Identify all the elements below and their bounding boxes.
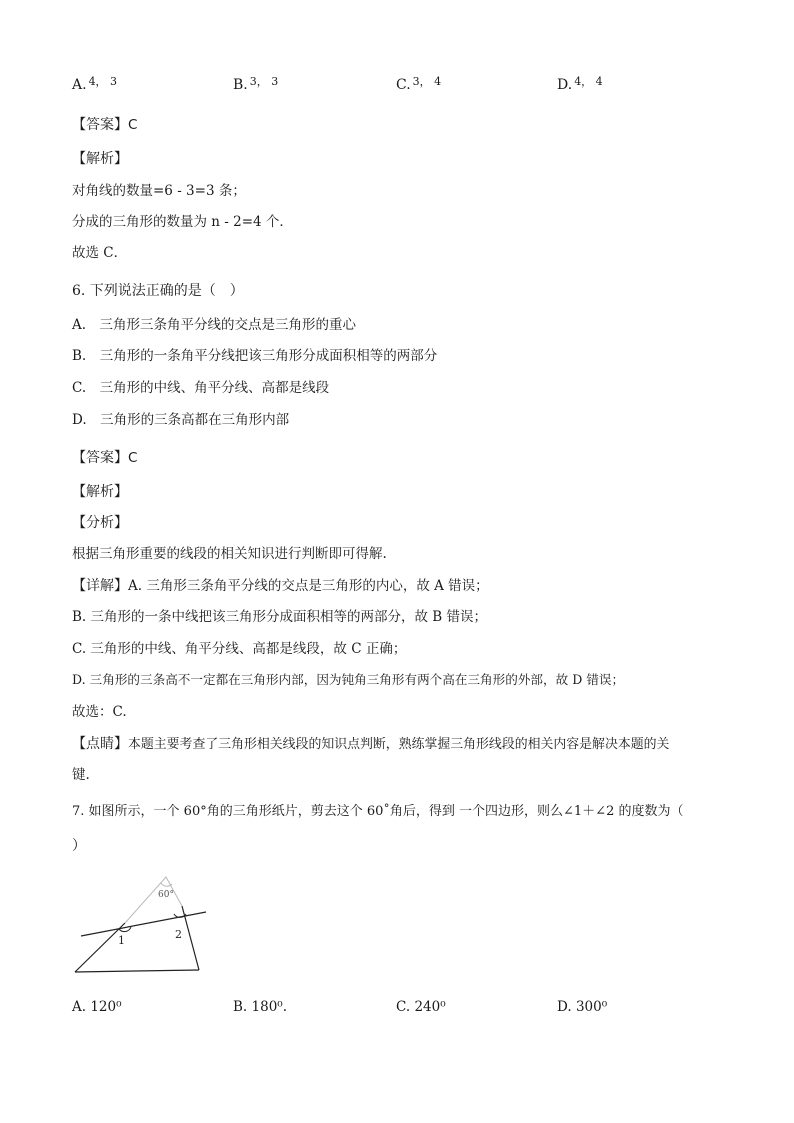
option-letter: C.: [396, 77, 411, 93]
fenxi-label: 【分析】: [72, 515, 128, 531]
q5-analysis-line-2: 分成的三角形的数量为 n - 2=4 个．: [72, 214, 293, 230]
q5-answer: [72, 116, 137, 134]
q6-detail-line-4: D. 三角形的三条高不一定都在三角形内部，因为钝角三角形有两个高在三角形的外部，故 D 错误；: [72, 672, 625, 687]
bottom-side: [75, 970, 199, 972]
option-value: 4， 4: [574, 75, 603, 88]
detail-label: 【详解】: [72, 578, 128, 594]
q7-stem-line-2: ）: [72, 838, 86, 854]
answer-value: C: [128, 117, 138, 133]
q6-detail-line-2: B. 三角形的一条中线把该三角形分成面积相等的两部分，故 B 错误；: [72, 609, 488, 625]
detail-text: A. 三角形三条角平分线的交点是三角形的内心，故 A 错误；: [128, 578, 489, 594]
q7-option-a: [72, 998, 122, 1016]
option-value: 180⁰.: [251, 999, 287, 1015]
q5-option-b: [233, 73, 278, 94]
q5-analysis-label: [72, 150, 128, 168]
q6-fenxi-label: [72, 514, 128, 532]
q6-option-a: A. 三角形三条角平分线的交点是三角形的重心: [72, 317, 357, 333]
angle-2-label: 2: [175, 928, 182, 941]
left-side: [75, 923, 125, 972]
answer-value: C: [128, 450, 138, 466]
option-letter: C.: [396, 999, 411, 1015]
analysis-label: 【解析】: [72, 484, 128, 500]
option-letter: B.: [233, 999, 248, 1015]
option-letter: B.: [233, 77, 248, 93]
q6-detail-line-3: C. 三角形的中线、角平分线、高都是线段，故 C 正确；: [72, 641, 407, 657]
answer-label: 【答案】: [72, 117, 128, 133]
q6-option-d: D. 三角形的三条高都在三角形内部: [72, 412, 290, 428]
comment-text: 本题主要考查了三角形相关线段的知识点判断，熟练掌握三角形线段的相关内容是解决本题的关: [128, 737, 670, 752]
q6-stem: 6. 下列说法正确的是（ ）: [72, 283, 244, 299]
triangle-figure: [68, 862, 218, 980]
q5-analysis-line-3: 故选 C．: [72, 245, 128, 261]
q5-option-c: [396, 73, 441, 94]
q6-comment-line-2: 键.: [72, 767, 90, 783]
comment-label: 【点睛】: [72, 736, 128, 752]
q7-option-b: [233, 998, 287, 1016]
q6-option-c: C. 三角形的中线、角平分线、高都是线段: [72, 380, 330, 396]
q5-option-d: [557, 73, 603, 94]
option-letter: D.: [557, 77, 573, 93]
q5-analysis-line-1: 对角线的数量=6 - 3=3 条；: [72, 183, 246, 199]
q6-detail-line-5: 故选：C.: [72, 704, 127, 720]
q7-option-d: [557, 998, 607, 1016]
q6-comment-line-1: [72, 735, 669, 754]
option-letter: D.: [557, 999, 572, 1015]
option-value: 120⁰: [90, 999, 122, 1015]
q6-analysis-label: [72, 483, 128, 501]
q5-option-a: [72, 73, 117, 94]
option-value: 4， 3: [88, 75, 118, 88]
option-letter: A.: [72, 999, 87, 1015]
option-value: 3， 4: [412, 75, 442, 88]
q6-fenxi-text: 根据三角形重要的线段的相关知识进行判断即可得解.: [72, 546, 387, 562]
q6-detail-line-1: [72, 577, 489, 595]
analysis-label: 【解析】: [72, 151, 128, 167]
option-letter: A.: [72, 77, 87, 93]
q6-answer: [72, 449, 137, 467]
removed-corner: [125, 877, 182, 923]
angle-1-label: 1: [118, 934, 125, 947]
answer-label: 【答案】: [72, 450, 128, 466]
option-value: 240⁰: [414, 999, 446, 1015]
option-value: 300⁰: [575, 999, 608, 1015]
q7-stem-line-1: 7. 如图所示，一个 60°角的三角形纸片，剪去这个 60˚角后，得到 一个四边形，则么∠1＋∠2 的度数为（: [72, 804, 684, 819]
q6-option-b: B. 三角形的一条角平分线把该三角形分成面积相等的两部分: [72, 348, 438, 364]
option-value: 3， 3: [249, 75, 279, 88]
q7-option-c: [396, 998, 446, 1016]
angle-60-label: 60°: [158, 890, 174, 900]
